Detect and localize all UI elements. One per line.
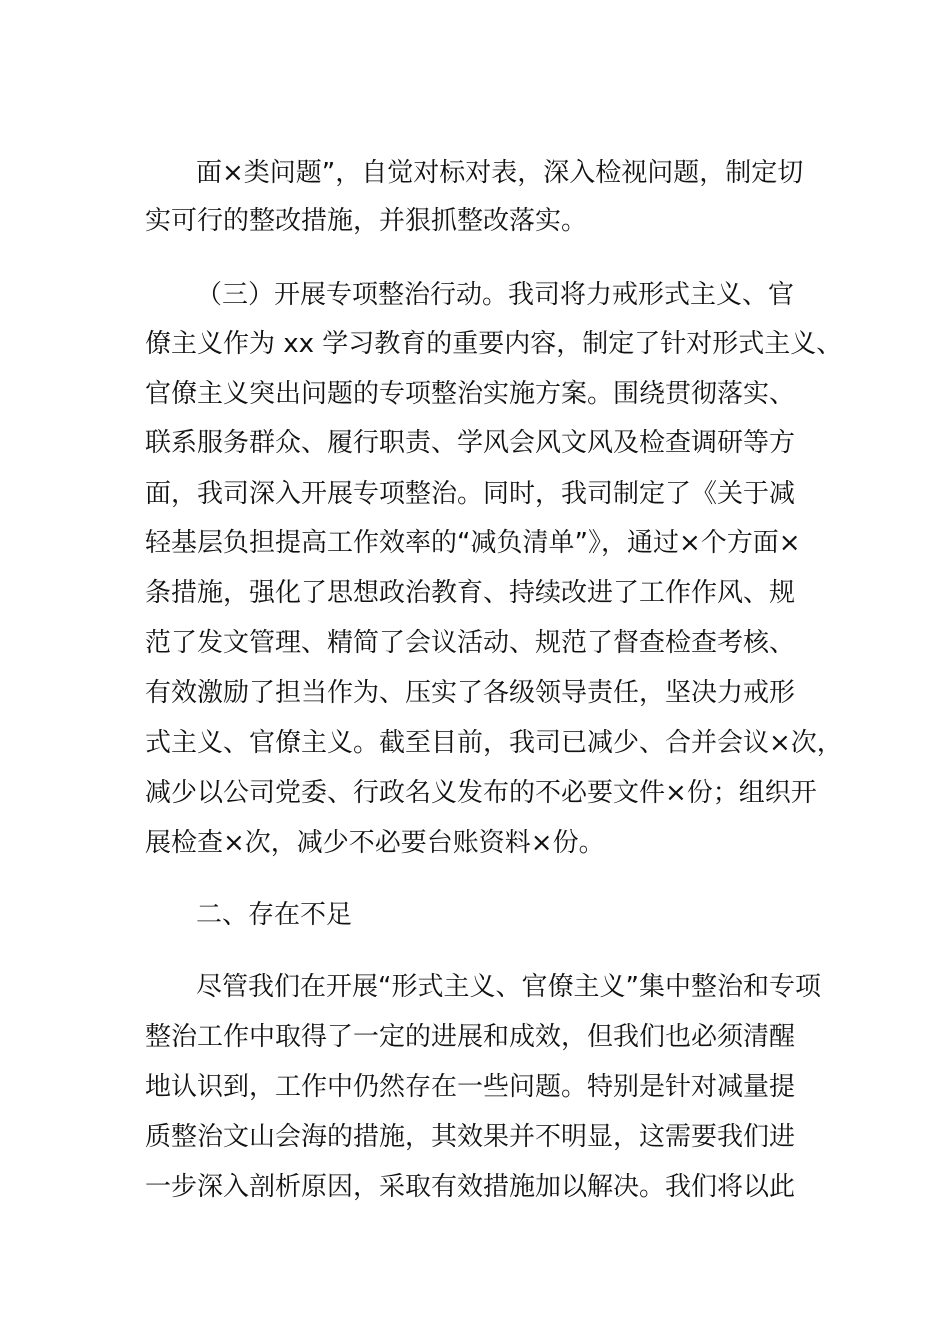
text-line: 官僚主义突出问题的专项整治实施方案。围绕贯彻落实、	[145, 379, 796, 409]
text-line: 尽管我们在开展“形式主义、官僚主义”集中整治和专项	[196, 972, 821, 1002]
text-line: 面，我司深入开展专项整治。同时，我司制定了《关于减	[145, 479, 796, 509]
text-line: 一步深入剖析原因，采取有效措施加以解决。我们将以此	[145, 1172, 796, 1202]
text-line: 僚主义作为 xx 学习教育的重要内容，制定了针对形式主义、	[145, 329, 843, 359]
text-line: 展检查×次，减少不必要台账资料×份。	[145, 828, 605, 858]
text-line: 条措施，强化了思想政治教育、持续改进了工作作风、规	[145, 578, 796, 608]
text-line: 减少以公司党委、行政名义发布的不必要文件×份；组织开	[145, 778, 817, 808]
text-line: 面×类问题”，自觉对标对表，深入检视问题，制定切	[196, 158, 804, 188]
text-line: 有效激励了担当作为、压实了各级领导责任，坚决力戒形	[145, 678, 796, 708]
section-heading: 二、存在不足	[196, 900, 353, 930]
text-line: 整治工作中取得了一定的进展和成效，但我们也必须清醒	[145, 1022, 796, 1052]
text-line: 联系服务群众、履行职责、学风会风文风及检查调研等方	[145, 428, 796, 458]
text-line: 范了发文管理、精简了会议活动、规范了督查检查考核、	[145, 628, 796, 658]
text-line: 实可行的整改措施，并狠抓整改落实。	[145, 206, 588, 236]
text-line: 地认识到，工作中仍然存在一些问题。特别是针对减量提	[145, 1072, 796, 1102]
text-line: 轻基层负担提高工作效率的“减负清单”》，通过×个方面×	[145, 528, 801, 558]
text-line: 式主义、官僚主义。截至目前，我司已减少、合并会议×次，	[145, 728, 843, 758]
text-line: 质整治文山会海的措施，其效果并不明显，这需要我们进	[145, 1122, 796, 1152]
text-line: （三）开展专项整治行动。我司将力戒形式主义、官	[196, 280, 795, 310]
